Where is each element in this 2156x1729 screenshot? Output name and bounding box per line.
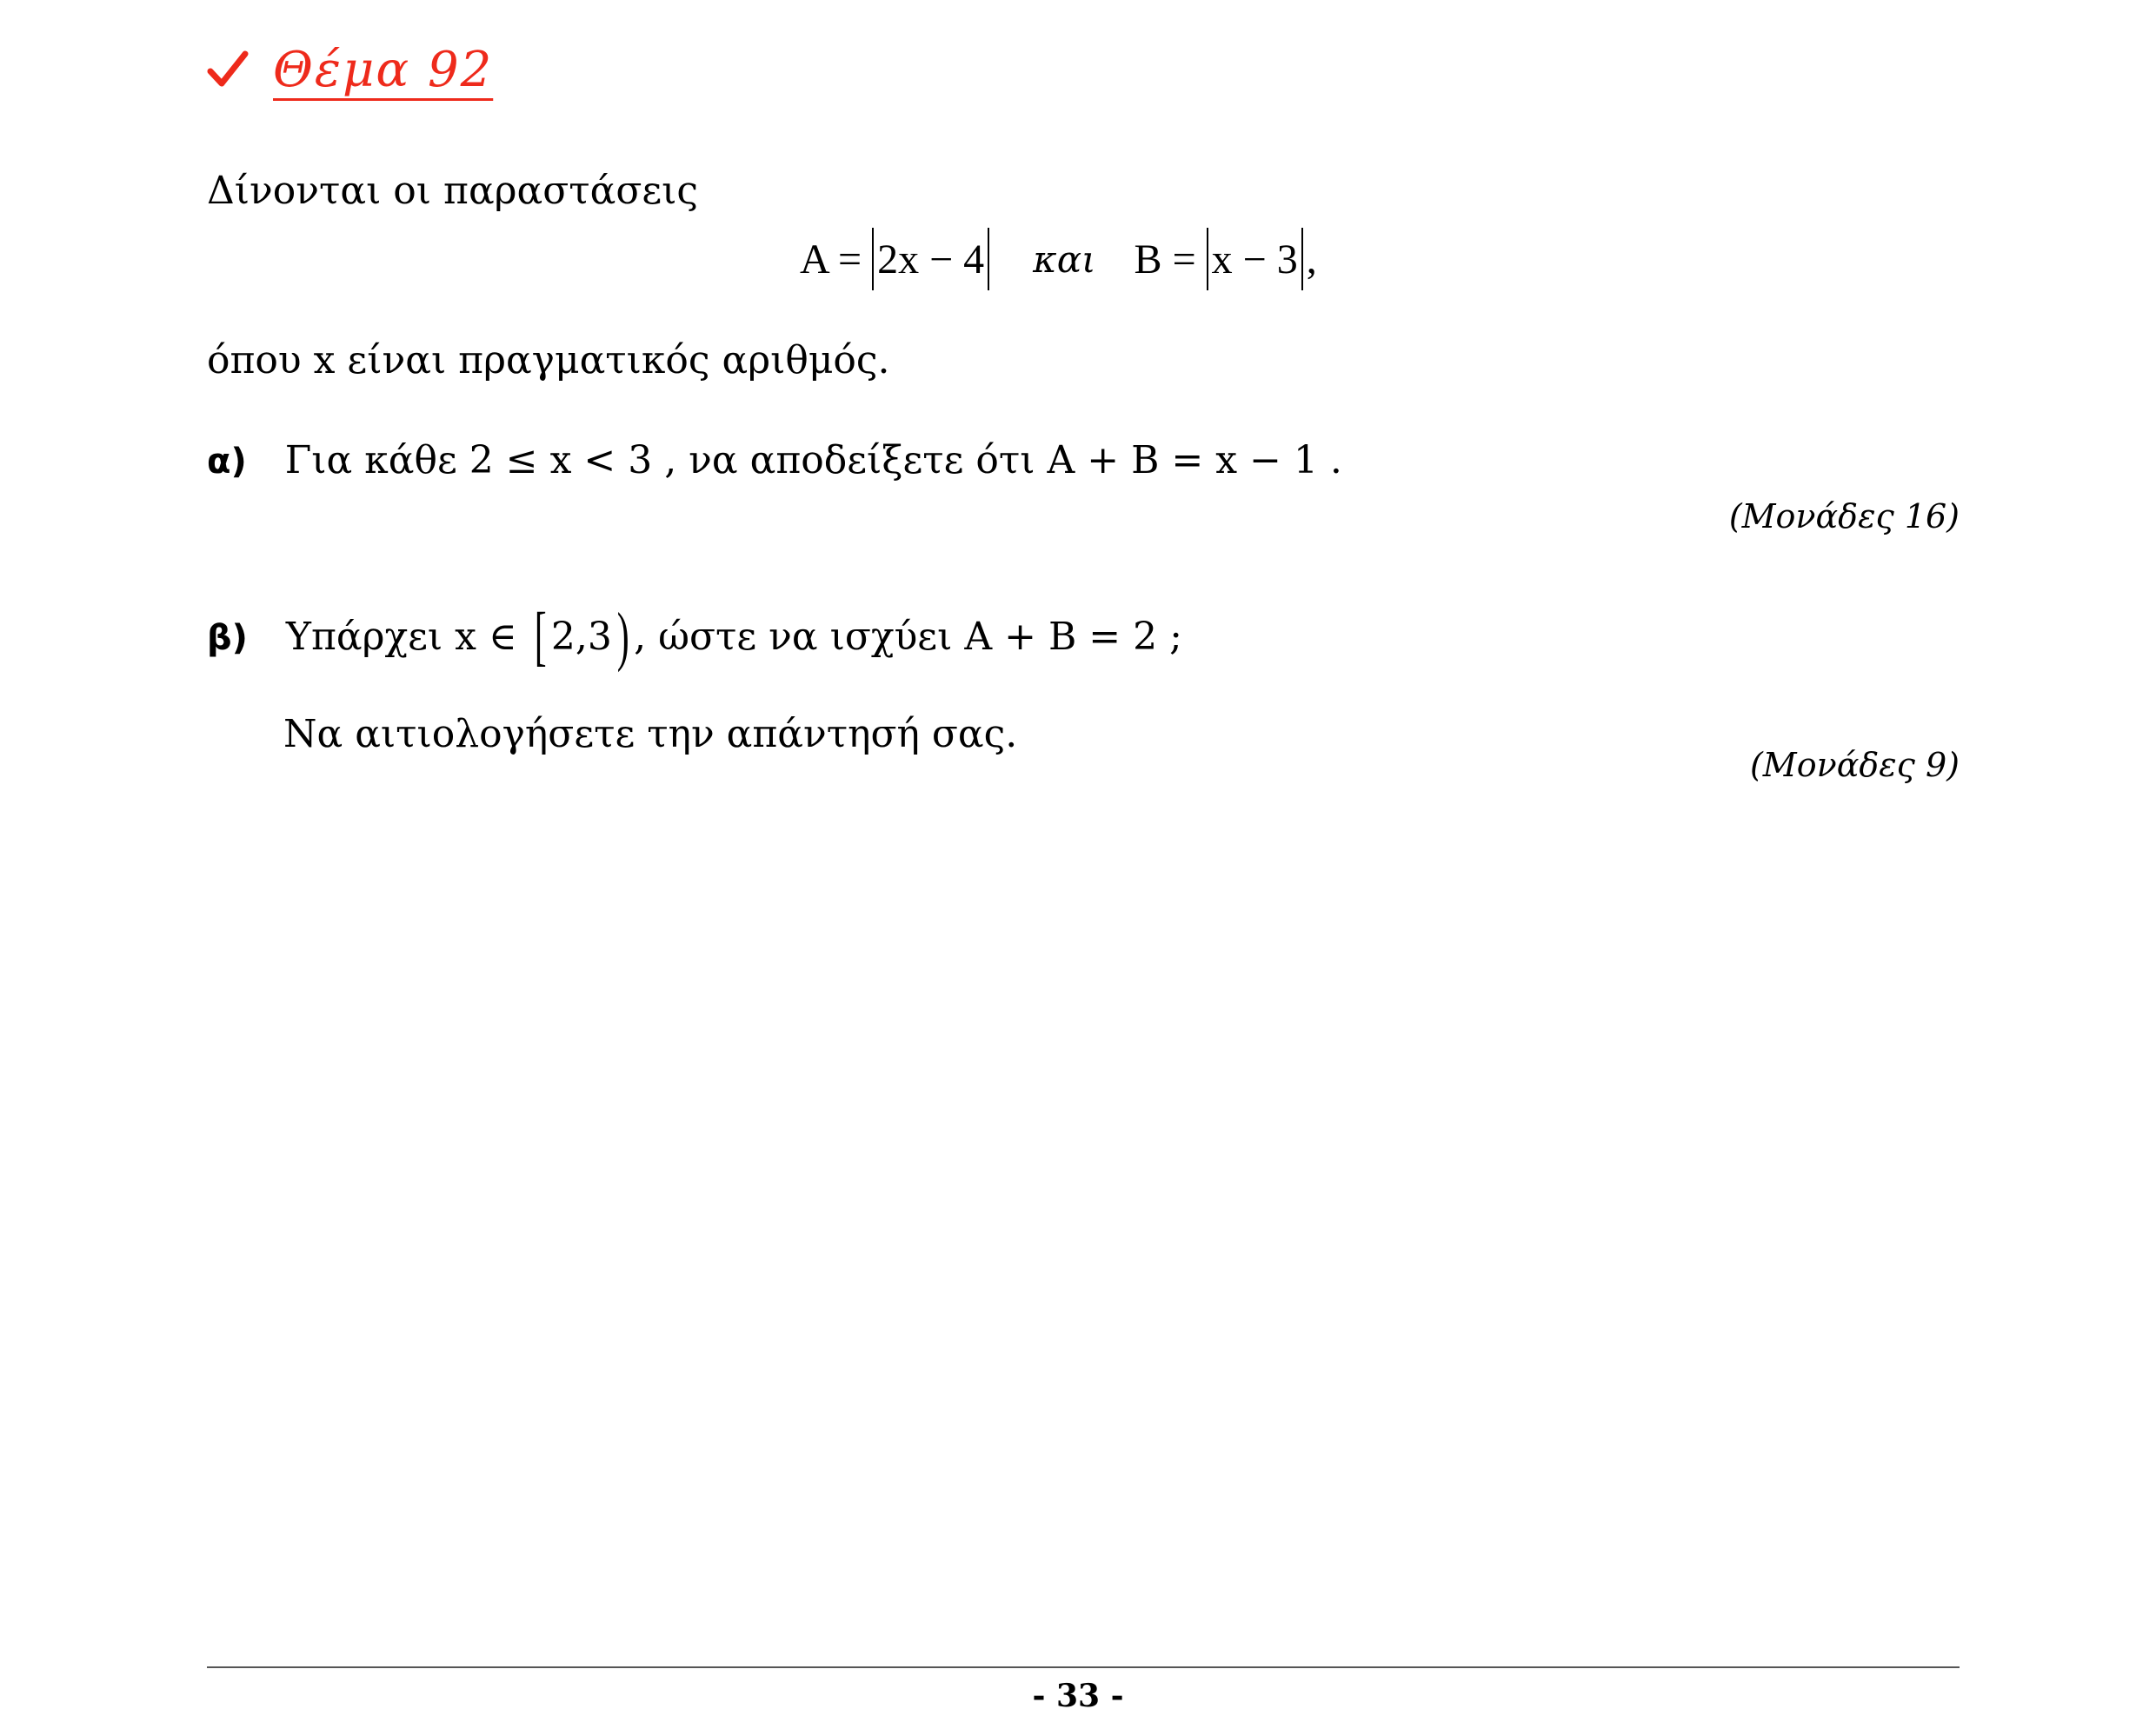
part-a-points: (Μονάδες 16) xyxy=(1728,497,1960,535)
part-b-points: (Μονάδες 9) xyxy=(1749,746,1960,784)
part-b-followup: Να αιτιολογήσετε την απάντησή σας. xyxy=(283,712,1018,756)
interval-close-paren: ) xyxy=(616,600,629,673)
part-a-label: α) xyxy=(207,442,247,482)
expression-a-abs: 2x − 4 xyxy=(877,236,985,283)
expression-connector: και xyxy=(1033,237,1096,281)
part-b-text-after: , ώστε να ισχύει Α + Β = 2 ; xyxy=(634,615,1182,659)
expression-trail: , xyxy=(1306,236,1317,283)
part-b-label: β) xyxy=(207,618,248,658)
part-b-text-before: Υπάρχει x ∈ xyxy=(285,615,517,659)
check-icon xyxy=(207,49,249,90)
part-b-interval: 2,3 xyxy=(550,615,612,659)
expression-a-lhs: Α = xyxy=(800,236,862,283)
part-b-line xyxy=(207,600,1182,673)
part-a-text: Για κάθε 2 ≤ x < 3 , να αποδείξετε ότι Α + Β = x − 1 . xyxy=(284,438,1342,482)
footer-divider xyxy=(207,1666,1960,1668)
expression-b-abs: x − 3 xyxy=(1211,236,1298,283)
abs-bar-left xyxy=(1207,228,1208,290)
abs-bar-right xyxy=(988,228,989,290)
page-number: - 33 - xyxy=(1032,1678,1124,1714)
page-title: Θέμα 92 xyxy=(273,41,494,98)
expression-line xyxy=(800,224,1317,294)
condition-text: όπου x είναι πραγματικός αριθμός. xyxy=(207,338,890,382)
interval-open-bracket: [ xyxy=(534,600,547,673)
expression-b-lhs: Β = xyxy=(1134,236,1196,283)
abs-bar-right xyxy=(1301,228,1303,290)
title-row xyxy=(207,26,493,113)
part-a-line xyxy=(207,435,1342,488)
intro-text: Δίνονται οι παραστάσεις xyxy=(207,169,699,213)
abs-bar-left xyxy=(872,228,874,290)
